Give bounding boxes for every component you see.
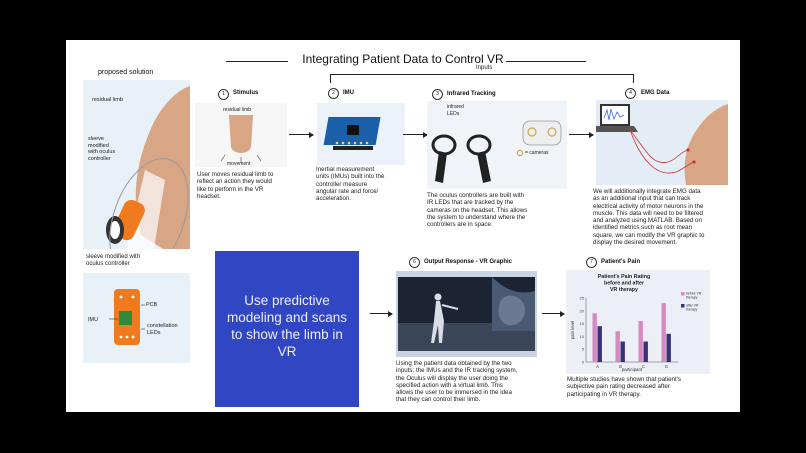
desc-line: the system to understand where the (427, 213, 526, 221)
title-rule-left (226, 61, 288, 62)
desc-line: electrical activity of motor neurons in the (593, 202, 704, 210)
page-title: Integrating Patient Data to Control VR (302, 52, 504, 66)
desc-line: controllers are in space. (427, 221, 493, 229)
blue-line: Use predictive (244, 293, 330, 308)
emg-title: EMG Data (641, 90, 670, 96)
leds-line: LEDs (447, 110, 460, 117)
x-tick-label: B (619, 364, 622, 369)
bar-before (616, 331, 620, 362)
desc-line: allows the user to be immersed in the idea (396, 389, 512, 397)
predictive-modeling-text (215, 251, 359, 360)
title-rule-right (506, 61, 586, 62)
desc-line: User moves residual limb to (197, 171, 274, 178)
bar-before (662, 303, 666, 362)
y-tick-label: 20 (579, 308, 584, 314)
label-constellation-leds (147, 323, 178, 336)
stimulus-description (197, 171, 289, 200)
caption-line: sleeve modified with (86, 254, 141, 260)
chart-title-line: before and after (603, 280, 645, 287)
stimulus-title: Stimulus (233, 90, 259, 96)
blue-line: modeling and scans (226, 310, 348, 325)
desc-line: square, we can modify the VR graphic to (593, 231, 705, 239)
bar-after (598, 326, 602, 362)
output-description (396, 360, 541, 404)
desc-line: controller measure (316, 180, 368, 188)
desc-line: that they can control their limb. (396, 396, 481, 404)
desc-line: muscle. This data will need to be filtered (593, 209, 703, 217)
desc-line: acceleration. (316, 195, 352, 203)
label-sleeve-line: sleeve (88, 136, 104, 142)
output-title: Output Response - VR Graphic (424, 259, 513, 265)
legend-label: therapy (686, 295, 698, 300)
x-tick-label: D (664, 364, 669, 369)
bar-after (667, 334, 671, 362)
inputs-label: Inputs (476, 65, 493, 71)
desc-line: display the desired movement. (593, 239, 677, 247)
desc-line: identified metrics such as root mean (593, 224, 693, 232)
emg-description (593, 188, 733, 246)
stimulus-label-limb: residual limb (223, 107, 252, 113)
sleeve-pcb-illustration (83, 273, 190, 363)
cameras-legend-label: = cameras (525, 150, 549, 156)
x-tick-label: C (641, 364, 646, 369)
desc-line: and analyzed using MATLAB. Based on (593, 217, 702, 225)
legend-label: before VR (686, 291, 702, 296)
proposed-caption (86, 254, 140, 267)
chart-title-line: Patient's Pain Rating (597, 274, 651, 280)
legend-swatch (681, 304, 685, 308)
y-axis-label: pain level (570, 320, 575, 340)
residual-limb-illustration (83, 80, 190, 249)
blue-line: VR (277, 344, 297, 359)
desc-line: We will additionally integrate EMG data (593, 188, 701, 195)
imu-image (317, 103, 405, 165)
label-sleeve-line: modified (88, 142, 109, 149)
desc-line: cameras on the headset. This allows (427, 206, 528, 214)
x-axis-label: participant (621, 367, 643, 372)
slide (66, 40, 740, 412)
imu-description (316, 166, 404, 202)
desc-line: IR LEDs that are tracked by the (427, 199, 514, 207)
label-imu: IMU (88, 317, 99, 323)
infrared-description (427, 192, 567, 228)
proposed-image (83, 80, 190, 249)
vr-graphic-image (396, 271, 537, 357)
legend-swatch (681, 292, 685, 296)
desc-line: Using the patient data obtained by the two (396, 360, 512, 367)
desc-line: headset. (197, 192, 221, 200)
y-tick-label: 25 (579, 295, 584, 301)
sleeve-pcb-image (83, 273, 190, 363)
pain-title: Patient's Pain (601, 259, 641, 265)
desc-line: subjective pain rating decreased after (567, 383, 670, 391)
x-tick-label: A (596, 364, 599, 369)
desc-line: units (IMUs) built into the (316, 173, 385, 181)
pain-chart-panel (566, 270, 710, 374)
desc-line: angular rate and force/ (316, 187, 379, 195)
label-pcb: PCB (146, 302, 158, 308)
desc-line: Multiple studies have shown that patient's (567, 376, 681, 383)
leds-line: infrared (447, 104, 464, 110)
y-tick-label: 15 (579, 321, 584, 327)
infrared-title: Infrared Tracking (447, 91, 496, 97)
stimulus-label-movement: movement (227, 161, 251, 167)
bar-before (593, 313, 597, 362)
step-3-number: 3 (432, 89, 443, 100)
vr-graphic-illustration (396, 271, 537, 357)
label-sleeve-line: controller (88, 155, 111, 162)
pain-description (567, 376, 717, 398)
y-tick-label: 5 (581, 346, 584, 352)
step-7-number: 7 (586, 257, 597, 268)
infrared-leds-label (447, 104, 464, 117)
arrow-infrared-to-emg (569, 134, 593, 135)
emg-image (596, 100, 728, 185)
desc-line: the Oculus will display the user doing the (396, 374, 509, 382)
desc-line: like to perform in the VR (197, 185, 264, 193)
arrow-output-to-pain (542, 313, 564, 314)
desc-line: specified action with a virtual limb. This (396, 381, 503, 389)
step-2-number: 2 (328, 88, 339, 99)
pain-chart (566, 270, 710, 374)
chart-title-line: VR therapy (610, 287, 638, 293)
desc-line: reflect an action they would (197, 178, 272, 186)
y-tick-label: 0 (581, 359, 584, 365)
y-tick-label: 10 (579, 333, 584, 339)
caption-line: oculus controller (86, 260, 130, 267)
blue-line: to show the limb in (231, 327, 343, 342)
imu-board-illustration (317, 103, 405, 165)
emg-laptop-arm-illustration (596, 100, 728, 185)
arrow-imu-to-infrared (403, 134, 427, 135)
constellation-line: constellation (147, 323, 178, 329)
desc-line: inputs: the IMUs and the IR tracking system, (396, 367, 518, 375)
label-residual-limb: residual limb (92, 97, 123, 103)
step-4-number: 4 (625, 88, 636, 99)
step-6-number: 6 (409, 257, 420, 268)
legend-label: therapy (686, 307, 698, 312)
predictive-modeling-box (215, 251, 359, 407)
desc-line: The oculus controllers are built with (427, 192, 524, 199)
bar-before (639, 321, 643, 362)
arrow-stimulus-to-imu (289, 134, 313, 135)
label-sleeve (88, 136, 115, 162)
legend-label: after VR (686, 303, 699, 308)
step-1-number: 1 (218, 89, 229, 100)
desc-line: participating in VR therapy. (567, 390, 641, 398)
proposed-heading: proposed solution (98, 69, 154, 76)
constellation-line: LEDs (147, 329, 161, 336)
bar-after (621, 342, 625, 362)
label-sleeve-line: with oculus (88, 149, 116, 155)
bar-after (644, 342, 648, 362)
inputs-bracket (330, 74, 634, 83)
imu-title: IMU (343, 90, 354, 96)
desc-line: as an additional input that can track (593, 195, 691, 203)
camera-legend-icon (517, 150, 522, 155)
desc-line: Inertial measurement (316, 166, 375, 173)
arrow-model-to-output (370, 313, 392, 314)
